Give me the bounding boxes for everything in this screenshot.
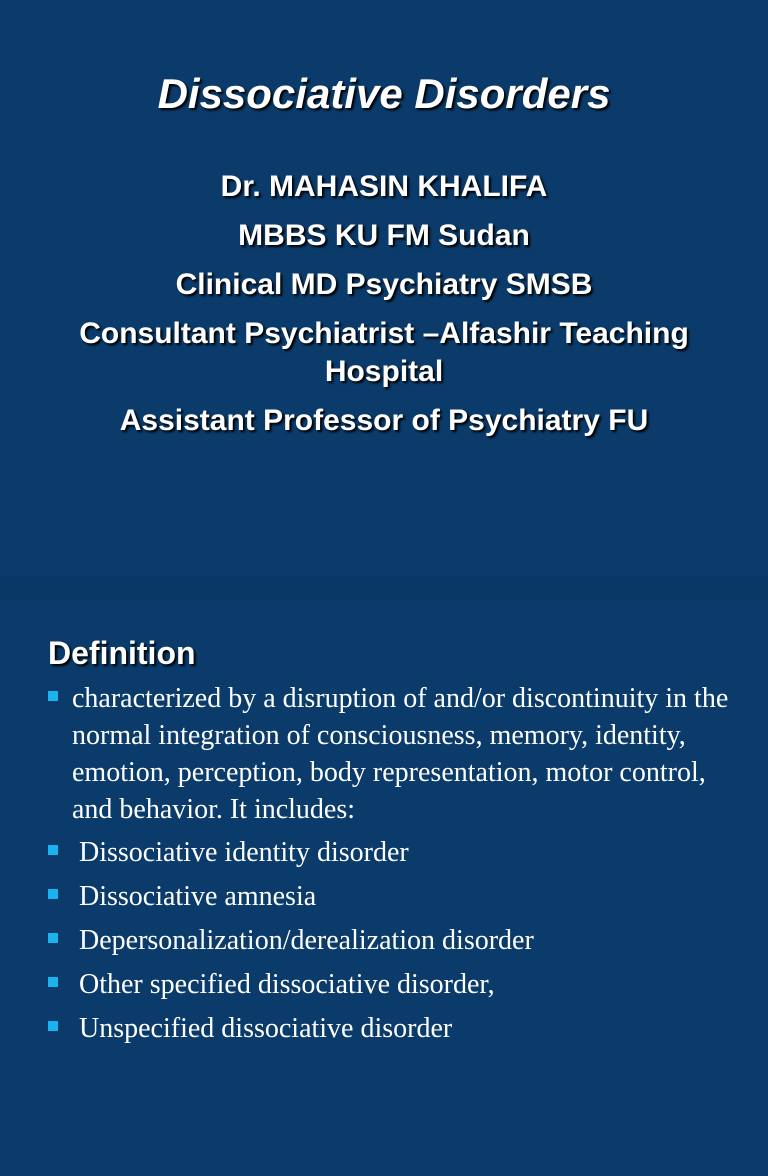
list-item [46, 922, 736, 959]
disorder-item: Dissociative amnesia [79, 881, 317, 912]
list-item [46, 878, 736, 915]
definition-list [46, 680, 736, 1054]
list-item [46, 1010, 736, 1047]
square-bullet-icon [48, 691, 58, 701]
square-bullet-icon [48, 1021, 58, 1031]
list-item [46, 834, 736, 871]
square-bullet-icon [48, 889, 58, 899]
definition-heading: Definition [48, 635, 196, 671]
definition-text: characterized by a disruption of and/or discontinuity in the normal integration of consciousness, memory, identity, emotion, perception, body representation, motor control, and behavior. It includes: [72, 683, 729, 825]
list-item [46, 966, 736, 1003]
author-academic-title: Assistant Professor of Psychiatry FU [119, 404, 649, 437]
author-degree: MBBS KU FM Sudan [238, 219, 530, 252]
author-name: Dr. MAHASIN KHALIFA [220, 170, 548, 203]
title-slide [0, 0, 768, 576]
square-bullet-icon [48, 977, 58, 987]
list-item [46, 680, 736, 828]
author-position: Consultant Psychiatrist –Alfashir Teaching Hospital [79, 317, 689, 388]
square-bullet-icon [48, 845, 58, 855]
disorder-item: Depersonalization/derealization disorder [79, 925, 534, 956]
disorder-item: Dissociative identity disorder [79, 837, 409, 868]
author-info [40, 168, 728, 451]
square-bullet-icon [48, 933, 58, 943]
disorder-item: Unspecified dissociative disorder [79, 1013, 453, 1044]
disorder-item: Other specified dissociative disorder, [79, 969, 495, 1000]
author-specialty: Clinical MD Psychiatry SMSB [175, 268, 593, 301]
presentation-title: Dissociative Disorders [157, 70, 611, 117]
